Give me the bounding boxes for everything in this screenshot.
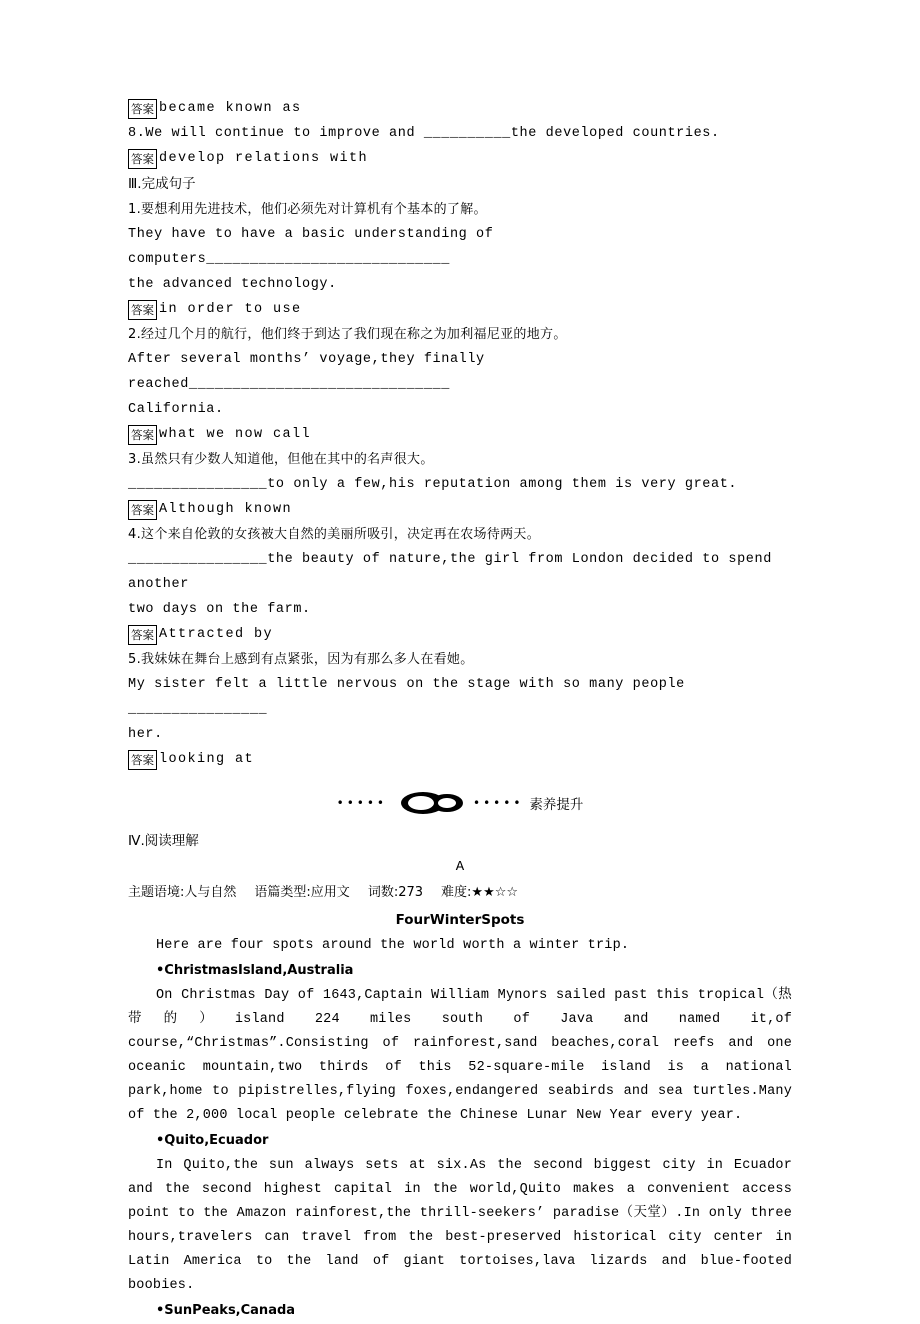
passage-letter: A [455,859,465,875]
passage-intro: Here are four spots around the world worth a winter trip. [156,938,630,953]
question-number: 5. [128,652,142,667]
spot-paragraph: In Quito,the sun always sets at six.As the second biggest city in Ecuador and the second highest capital in the world,Quito makes a convenient access point to the Amazon rainforest,the thrill-seekers’ paradise（天堂）.In only three hours,travelers can travel from the best-preserved historical city center in Latin America to the land of giant tortoises,lava lizards and blue-footed boobies. [128,1158,792,1293]
answer-text: develop relations with [159,151,369,166]
question-line: ________________the beauty of nature,the girl from London decided to spend another [128,552,781,592]
difficulty-label: 难度: [441,885,472,900]
answer-row [128,747,792,772]
answer-text: became known as [159,101,302,116]
question-prompt-cn [128,647,792,672]
genre-label: 语篇类型: [254,885,311,900]
question-number: 3. [128,452,142,467]
passage-meta [128,880,792,906]
question-line: her. [128,727,163,742]
answer-text: Although known [159,502,293,517]
genre-value: 应用文 [310,885,350,900]
words-label: 词数: [367,885,399,900]
answer-label: 答案 [128,500,157,520]
divider-dots-left: ••••• [336,796,387,810]
answer-row [128,497,792,522]
question-text-cn: 我妹妹在舞台上感到有点紧张，因为有那么多人在看她。 [141,652,474,667]
question-number: 1. [128,202,142,217]
section-heading-3: Ⅲ.完成句子 [128,176,196,192]
question-line: two days on the farm. [128,602,311,617]
question-text-cn: 这个来自伦敦的女孩被大自然的美丽所吸引，决定再在农场待两天。 [141,527,541,542]
spot-name: •ChristmasIsland,Australia [156,963,354,978]
question-prompt-cn [128,322,792,347]
section-heading-4: Ⅳ.阅读理解 [128,833,199,849]
topic-value: 人与自然 [184,885,237,900]
answer-row [128,297,792,322]
answer-label: 答案 [128,625,157,645]
question-line: After several months’ voyage,they finally reached______________________________ [128,352,494,392]
section-divider [128,788,792,818]
topic-label: 主题语境: [128,885,185,900]
answer-text: what we now call [159,427,312,442]
spot-name: •Quito,Ecuador [156,1133,269,1148]
question-number: 2. [128,327,142,342]
answer-label: 答案 [128,750,157,770]
question-number: 4. [128,527,142,542]
question-text-cn: 要想利用先进技术，他们必须先对计算机有个基本的了解。 [141,202,487,217]
answer-row [128,622,792,647]
question-line: California. [128,402,224,417]
question-line: My sister felt a little nervous on the stage with so many people ________________ [128,677,694,717]
answer-label: 答案 [128,425,157,445]
words-value: 273 [398,885,424,900]
spot-name: •SunPeaks,Canada [156,1303,296,1318]
spot-paragraph: On Christmas Day of 1643,Captain William Mynors sailed past this tropical（热带的）island 224 miles south of Java and named it,of course,“Christmas”.Consisting of rainforest,sand beaches,coral reefs and one oceanic mountain,two thirds of this 52-square-mile island is a national park,home to pipistrelles,flying foxes,endangered seabirds and sea turtles.Many of the 2,000 local people celebrate the Chinese Lunar New Year every year. [128,988,792,1123]
question-line: They have to have a basic understanding of computers____________________________ [128,227,503,267]
question-text-cn: 经过几个月的航行，他们终于到达了我们现在称之为加利福尼亚的地方。 [141,327,567,342]
answer-row [128,422,792,447]
question-8: 8.We will continue to improve and __________the developed countries. [128,126,720,141]
question-text-cn: 虽然只有少数人知道他，但他在其中的名声很大。 [141,452,434,467]
passage-title: FourWinterSpots [395,912,525,928]
answer-label: 答案 [128,300,157,320]
double-circle-icon [397,791,467,815]
answer-row [128,146,792,171]
answer-row [128,96,792,121]
question-line: ________________to only a few,his reputation among them is very great. [128,477,738,492]
answer-text: looking at [159,752,255,767]
answer-label: 答案 [128,99,157,119]
question-prompt-cn [128,522,792,547]
question-prompt-cn [128,197,792,222]
answer-text: Attracted by [159,627,274,642]
difficulty-stars: ★★☆☆ [471,885,519,900]
answer-text: in order to use [159,302,302,317]
answer-label: 答案 [128,149,157,169]
divider-label: 素养提升 [529,797,584,813]
question-prompt-cn [128,447,792,472]
divider-dots-right: ••••• [473,796,524,810]
question-line: the advanced technology. [128,277,337,292]
